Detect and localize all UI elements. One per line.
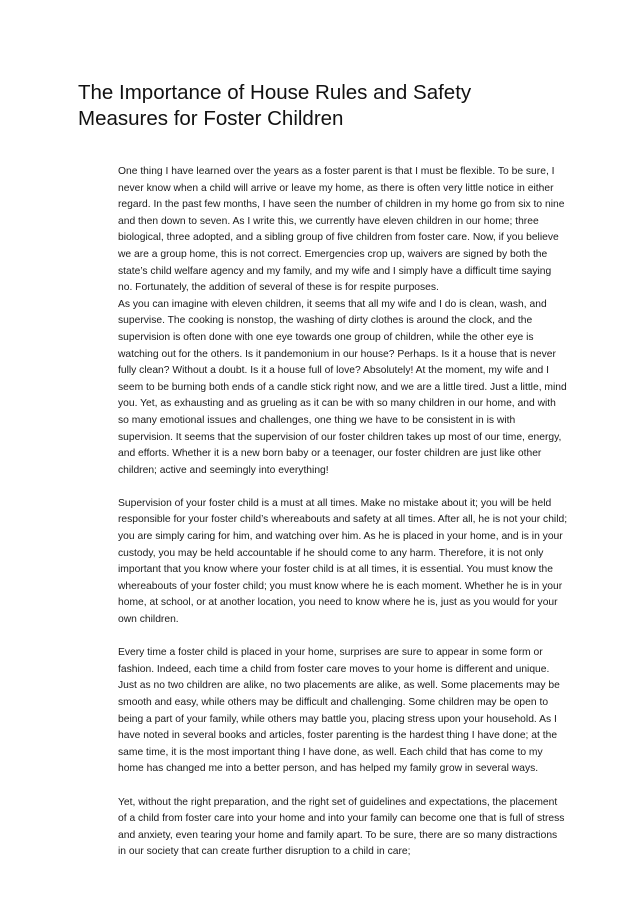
paragraph-eleven-children: As you can imagine with eleven children, it seems that all my wife and I do is clean, wash, and supervise. The cooking is nonstop, the washing of dirty clothes is around the clock, and the supervision is often done with one eye towards one group of children, while the other eye is watching out for the others. Is it pandemonium in our house? Perhaps. Is it a house that is never fully clean? Without a doubt. Is it a house full of love? Absolutely! At the moment, my wife and I seem to be burning both ends of a candle stick right now, and we are a little tired. Just a little, mind you. Yet, as exhausting and as grueling as it can be with so many children in our home, and with so many emotional issues and challenges, one thing we have to be consistent in is with supervision. It seems that the supervision of our foster children takes up most of our time, energy, and efforts. Whether it is a new born baby or a teenager, our foster children are just like other children; active and seemingly into everything! [118, 298, 567, 476]
document-title: The Importance of House Rules and Safety Measures for Foster Children [78, 81, 472, 130]
paragraph-flexibility: One thing I have learned over the years as a foster parent is that I must be flexible. To be sure, I never know when a child will arrive or leave my home, as there is often very little notice in either regard. In the past few months, I have seen the number of children in my home go from six to nine and then down to seven. As I write this, we currently have eleven children in our home; three biological, three adopted, and a sibling group of five children from foster care. Now, if you believe we are a group home, this is not correct. Emergencies crop up, waivers are signed by both the state’s child welfare agency and my family, and my wife and I simply have a difficult time saying no. Fortunately, the addition of several of these is for respite purposes. [118, 166, 565, 294]
paragraph-preparation: Yet, without the right preparation, and the right set of guidelines and expectations, the placement of a child from foster care into your home and into your family can become one that is full of stress and anxiety, even tearing your home and family apart. To be sure, there are so many distractions in our society that can create further disruption to a child in care; [118, 796, 565, 858]
paragraph-placements: Every time a foster child is placed in your home, surprises are sure to appear in some form or fashion. Indeed, each time a child from foster care moves to your home is different and unique. Just as no two children are alike, no two placements are alike, as well. Some placements may be smooth and easy, while others may be difficult and challenging. Some children may be open to being a part of your family, while others may battle you, placing stress upon your household. As I have noted in several books and articles, foster parenting is the hardest thing I have done; at the same time, it is the most important thing I have done, as well. Each child that has come to my home has changed me into a better person, and has helped my family grow in several ways. [118, 647, 560, 775]
document-body [118, 164, 568, 861]
paragraph-supervision: Supervision of your foster child is a must at all times. Make no mistake about it; you will be held responsible for your foster child’s whereabouts and safety at all times. After all, he is not your child; you are simply caring for him, and watching over him. As he is placed in your home, and is in your custody, you may be held accountable if he should come to any harm. Therefore, it is not only important that you know where your foster child is at all times, it is essential. You must know the whereabouts of your foster child; you must know where he is each moment. Whether he is in your home, at school, or at another location, you need to know where he is, just as you would for your own children. [118, 497, 568, 626]
